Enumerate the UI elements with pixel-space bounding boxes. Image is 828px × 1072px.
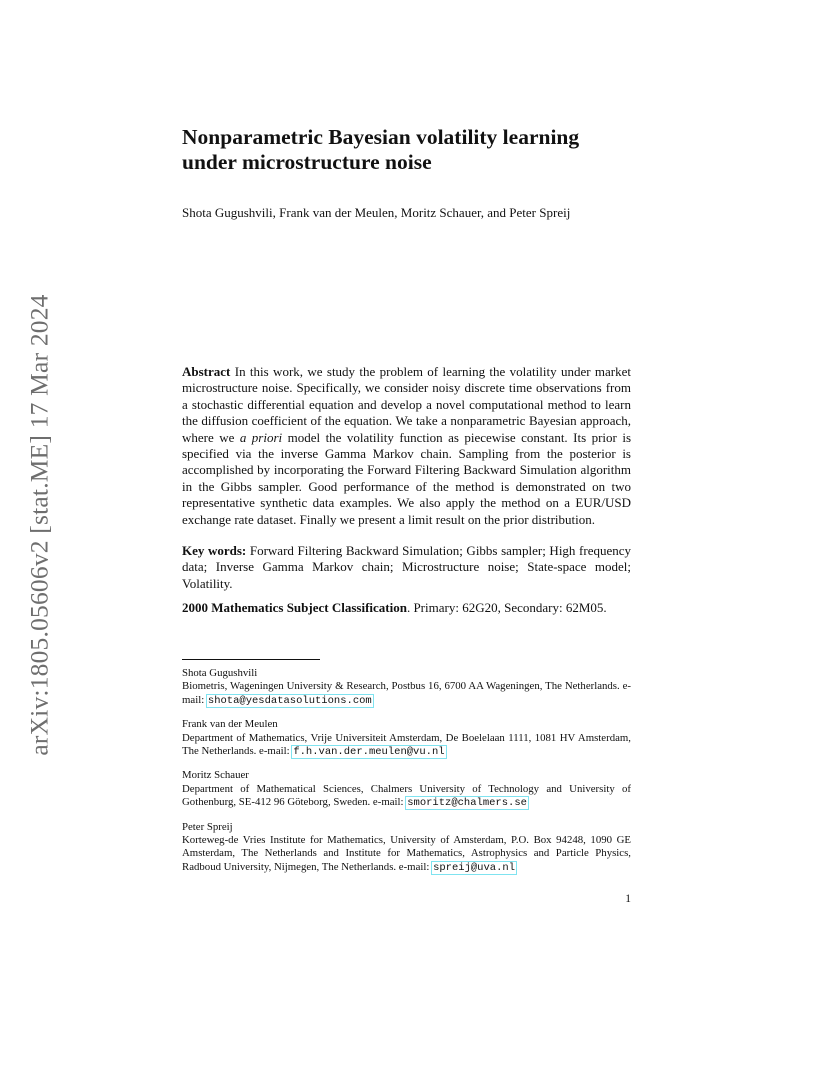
author-list: Shota Gugushvili, Frank van der Meulen, Moritz Schauer, and Peter Spreij (182, 205, 571, 220)
affiliations (182, 667, 631, 885)
affiliation-address: Department of Mathematics, Vrije Universiteit Amsterdam, De Boelelaan 1111, 1081 HV Amsterdam, The Netherlands. e-mail: (182, 731, 631, 758)
abstract-italic: a priori (239, 429, 283, 445)
affiliation-name: Frank van der Meulen (182, 718, 278, 731)
abstract-text-1: In this work, we study the problem of learning the volatility under market microstructure noise. Specifically, we consider noisy discrete time observations from a stochastic differential equation and develop a novel computational method to learn the diffusion coefficient of the equation. We take a nonparametric Bayesian approach, where we (182, 364, 631, 445)
arxiv-stamp (20, 275, 60, 775)
page-number: 1 (625, 893, 631, 905)
msc-classification (182, 600, 631, 616)
affiliation-1 (182, 667, 631, 708)
abstract-text-2: model the volatility function as piecewise constant. Its prior is specified via the inverse Gamma Markov chain. Sampling from the posterior is accomplished by incorporating the Forward Filtering Backward Simulation algorithm in the Gibbs sampler. Good performance of the method is demonstrated on two representative synthetic data examples. We also apply the method on a EUR/USD exchange rate dataset. Finally we present a limit result on the prior distribution. (182, 429, 632, 527)
keywords-text: Forward Filtering Backward Simulation; Gibbs sampler; High frequency data; Inverse Gamma Markov chain; Microstructure noise; State-space model; Volatility. (182, 543, 631, 591)
msc-text: . Primary: 62G20, Secondary: 62M05. (406, 600, 607, 615)
arxiv-stamp-text: arXiv:1805.05606v2 [stat.ME] 17 Mar 2024 (25, 294, 54, 756)
affiliation-address: Korteweg-de Vries Institute for Mathematics, University of Amsterdam, P.O. Box 94248, 1090 GE Amsterdam, The Netherlands and Institute for Mathematics, Astrophysics and Particle Physics, Radboud University, Nijmegen, The Netherlands. e-mail: (182, 834, 631, 873)
title-line-1: Nonparametric Bayesian volatility learning (182, 125, 580, 149)
email-link[interactable]: shota@yesdatasolutions.com (207, 694, 372, 707)
affiliation-address: Department of Mathematical Sciences, Chalmers University of Technology and University of Gothenburg, SE-412 96 Göteborg, Sweden. e-mail: (182, 782, 631, 809)
footnote-divider (182, 659, 320, 660)
email-link[interactable]: f.h.van.der.meulen@vu.nl (293, 746, 445, 759)
affiliation-4 (182, 821, 631, 876)
title-line-2: under microstructure noise (182, 150, 432, 174)
affiliation-name: Peter Spreij (182, 820, 233, 833)
email-link[interactable]: spreij@uva.nl (433, 861, 515, 874)
affiliation-address: Biometris, Wageningen University & Research, Postbus 16, 6700 AA Wageningen, The Netherlands. e-mail: (182, 680, 631, 706)
affiliation-name: Moritz Schauer (182, 769, 249, 782)
affiliation-name: Shota Gugushvili (182, 667, 258, 679)
keywords-label: Key words: (182, 543, 247, 558)
paper-title (182, 125, 631, 175)
email-link[interactable]: smoritz@chalmers.se (407, 797, 527, 810)
affiliation-3 (182, 769, 631, 810)
abstract-label: Abstract (182, 364, 231, 379)
keywords (182, 543, 631, 592)
affiliation-2 (182, 718, 631, 759)
abstract (182, 364, 631, 528)
msc-label: 2000 Mathematics Subject Classification (182, 600, 407, 615)
